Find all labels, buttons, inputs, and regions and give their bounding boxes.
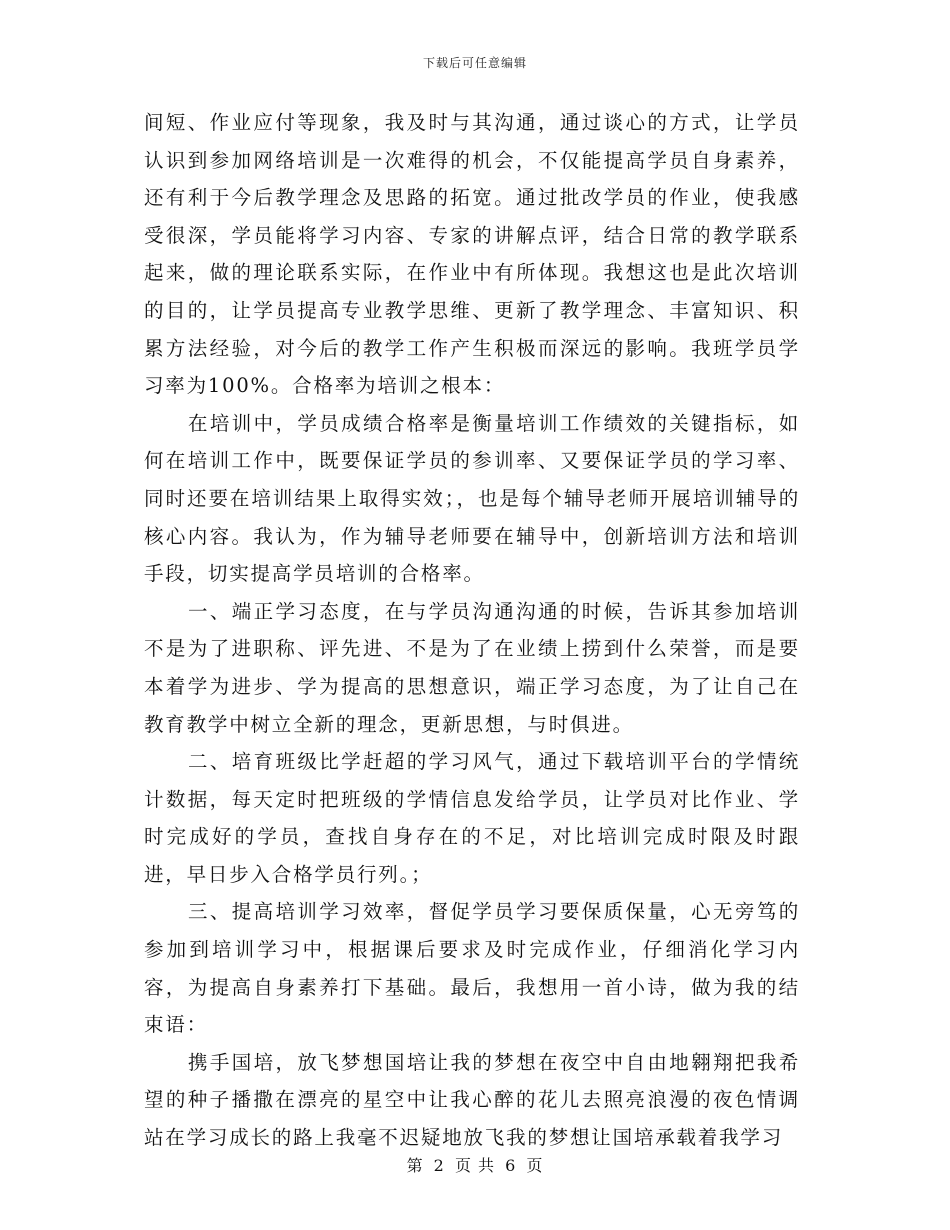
paragraph-pass-rate: 在培训中，学员成绩合格率是衡量培训工作绩效的关键指标，如何在培训工作中，既要保证学员的参训率、又要保证学员的学习率、同时还要在培训结果上取得实效；，也是每个辅导老师开展培训辅导的核心内容。我认为，作为辅导老师要在辅导中，创新培训方法和培训手段，切实提高学员培训的合格率。 [144, 411, 800, 586]
page-header: 下载后可任意编辑 [422, 56, 527, 70]
paragraph-poem: 携手国培，放飞梦想国培让我的梦想在夜空中自由地翱翔把我希望的种子播撒在漂亮的星空中让我心醉的花儿去照亮浪漫的夜色情调站在学习成长的路上我毫不迟疑地放飞我的梦想让国培承载着我学习 [144, 1050, 800, 1150]
paragraph-point-one: 一、端正学习态度，在与学员沟通沟通的时候，告诉其参加培训不是为了进职称、评先进、不是为了在业绩上捞到什么荣誉，而是要本着学为进步、学为提高的思想意识，端正学习态度，为了让自己在教育教学中树立全新的理念，更新思想，与时俱进。 [144, 599, 800, 736]
paragraph-continuation: 间短、作业应付等现象，我及时与其沟通，通过谈心的方式，让学员认识到参加网络培训是一次难得的机会，不仅能提高学员自身素养，还有利于今后教学理念及思路的拓宽。通过批改学员的作业，使我感受很深，学员能将学习内容、专家的讲解点评，结合日常的教学联系起来，做的理论联系实际，在作业中有所体现。我想这也是此次培训的目的，让学员提高专业教学思维、更新了教学理念、丰富知识、积累方法经验，对今后的教学工作产生积极而深远的影响。我班学员学习率为100%。合格率为培训之根本： [144, 111, 800, 398]
document-body [144, 104, 800, 1157]
footer-total-pages: 6 [505, 1156, 517, 1175]
page-footer [0, 1153, 950, 1176]
footer-middle: 页 共 [454, 1156, 496, 1175]
footer-page-number: 2 [433, 1156, 445, 1175]
paragraph-point-two: 二、培育班级比学赶超的学习风气，通过下载培训平台的学情统计数据，每天定时把班级的学情信息发给学员，让学员对比作业、学时完成好的学员，查找自身存在的不足，对比培训完成时限及时跟进，早日步入合格学员行列。； [144, 750, 800, 886]
footer-prefix: 第 [406, 1156, 424, 1175]
footer-suffix: 页 [526, 1156, 544, 1175]
paragraph-point-three: 三、提高培训学习效率，督促学员学习要保质保量，心无旁笃的参加到培训学习中，根据课后要求及时完成作业，仔细消化学习内容，为提高自身素养打下基础。最后，我想用一首小诗，做为我的结束语： [144, 900, 800, 1037]
